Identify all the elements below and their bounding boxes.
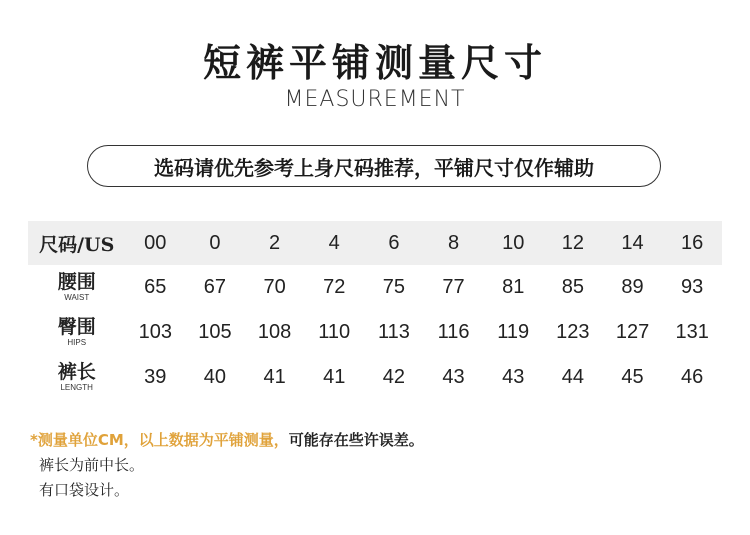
size-header-cell: 14 — [621, 231, 644, 254]
waist-label — [28, 272, 125, 303]
table-cell: 40 — [203, 366, 227, 388]
table-cell: 77 — [442, 276, 465, 298]
note-highlight: *测量单位CM，以上数据为平铺测量， — [30, 431, 289, 449]
size-header-cell: 0 — [209, 231, 221, 254]
size-header-cell: 6 — [388, 231, 400, 254]
table-cell: 119 — [497, 321, 530, 343]
table-cell: 70 — [263, 276, 286, 298]
hips-label — [28, 317, 125, 348]
table-cell: 108 — [257, 321, 292, 343]
size-header-cell: 16 — [681, 231, 704, 254]
table-cell: 85 — [561, 276, 584, 298]
hips-row — [28, 310, 722, 355]
table-cell: 67 — [203, 276, 227, 298]
table-cell: 46 — [681, 366, 704, 388]
table-cell: 81 — [502, 276, 525, 298]
table-cell: 113 — [377, 321, 410, 343]
row-label-en: HIPS — [67, 338, 87, 347]
table-cell: 110 — [318, 321, 351, 343]
table-cell: 41 — [263, 366, 286, 388]
table-cell: 44 — [561, 366, 584, 388]
row-label-cn: 臀围 — [57, 316, 96, 338]
table-cell: 75 — [382, 276, 406, 298]
size-table — [28, 221, 722, 400]
size-header-label: 尺码/US — [39, 233, 115, 256]
note-line-3: 有口袋设计。 — [39, 481, 130, 499]
table-cell: 127 — [615, 321, 650, 343]
waist-row — [28, 265, 722, 310]
table-cell: 89 — [621, 276, 644, 298]
size-header-row — [28, 221, 722, 265]
row-label-cn: 腰围 — [57, 271, 96, 293]
length-label — [28, 362, 125, 393]
table-cell: 39 — [144, 366, 167, 388]
measurement-notes — [30, 428, 424, 503]
table-cell: 103 — [138, 321, 172, 343]
note-line-1 — [30, 428, 424, 453]
length-row — [28, 355, 722, 400]
size-header-cell: 4 — [328, 231, 340, 254]
table-cell: 131 — [675, 321, 709, 343]
table-cell: 123 — [556, 321, 590, 343]
size-header-cell: 10 — [502, 231, 525, 254]
table-cell: 105 — [198, 321, 232, 343]
row-label-en: LENGTH — [60, 383, 93, 392]
row-label-en: WAIST — [64, 293, 90, 302]
size-recommendation-notice: 选码请优先参考上身尺码推荐，平铺尺寸仅作辅助 — [87, 145, 661, 187]
note-rest: 可能存在些许误差。 — [288, 431, 424, 449]
table-cell: 43 — [502, 366, 525, 388]
note-line-2: 裤长为前中长。 — [39, 456, 145, 474]
page-subtitle: MEASUREMENT — [284, 87, 466, 112]
table-cell: 42 — [382, 366, 406, 388]
table-cell: 116 — [437, 321, 470, 343]
page-title: 短裤平铺测量尺寸 — [202, 40, 547, 85]
table-cell: 45 — [621, 366, 644, 388]
size-header-cell: 12 — [561, 231, 584, 254]
row-label-cn: 裤长 — [57, 361, 96, 383]
table-cell: 43 — [442, 366, 465, 388]
table-cell: 41 — [323, 366, 346, 388]
size-header-cell: 00 — [144, 231, 167, 254]
table-cell: 65 — [144, 276, 167, 298]
size-header-cell: 2 — [269, 231, 281, 254]
table-cell: 72 — [323, 276, 346, 298]
table-cell: 93 — [681, 276, 704, 298]
size-header-cell: 8 — [447, 231, 460, 254]
